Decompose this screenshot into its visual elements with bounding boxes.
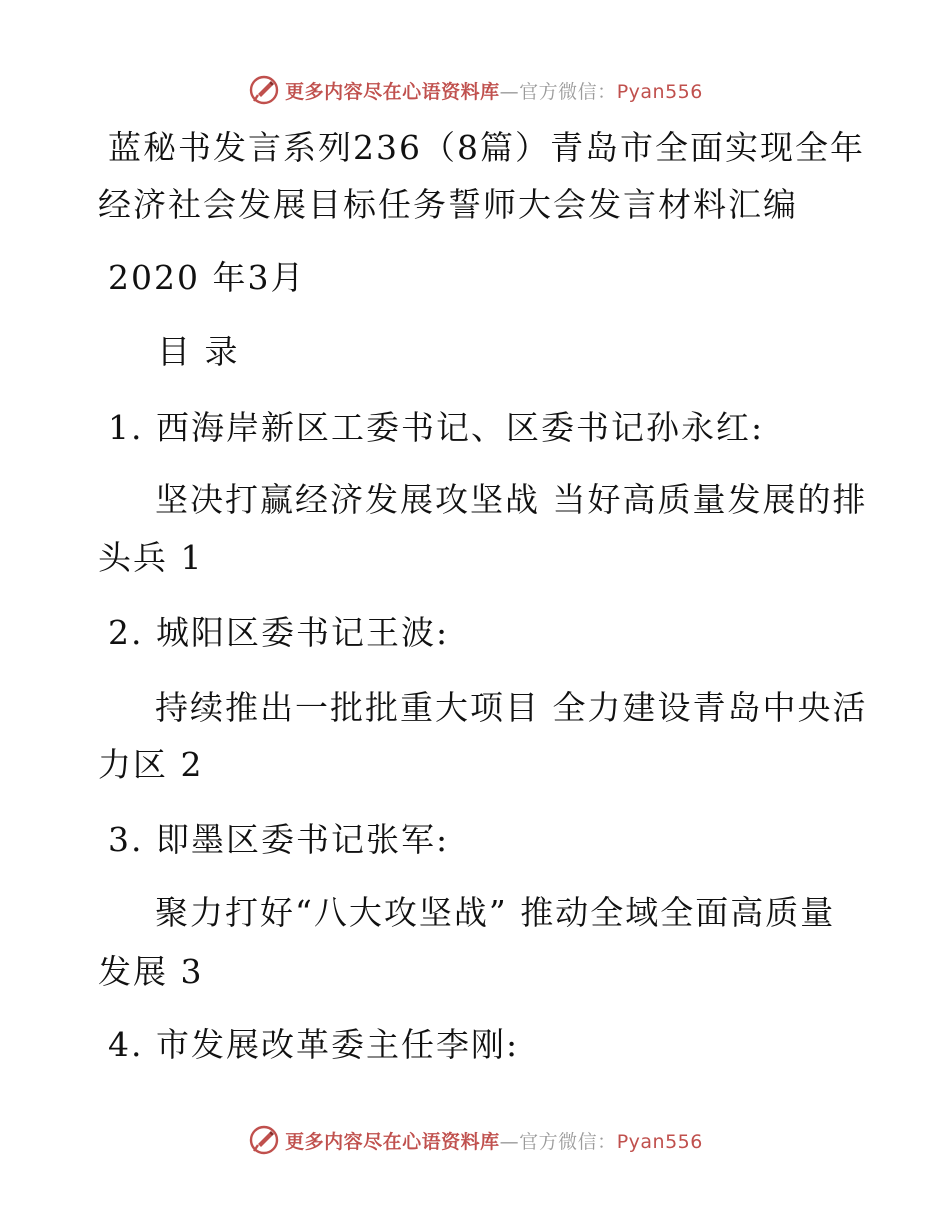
document-title-line-1: 蓝秘书发言系列236（8篇）青岛市全面实现全年 <box>108 128 865 167</box>
watermark-label: 官方微信： <box>519 1130 617 1153</box>
watermark-content <box>247 73 703 107</box>
watermark-wechat-id: Pyan556 <box>616 80 703 103</box>
watermark-content <box>247 1123 703 1157</box>
watermark-wechat-id: Pyan556 <box>616 1130 703 1153</box>
toc-entry-3-title-line-1: 聚力打好“八大攻坚战” 推动全域全面高质量 <box>155 893 836 932</box>
toc-heading: 目 录 <box>157 332 240 371</box>
watermark-banner-bottom <box>0 1120 950 1160</box>
toc-entry-3-speaker: 3. 即墨区委书记张军: <box>108 820 450 859</box>
document-date: 2020 年3月 <box>108 258 306 297</box>
watermark-main-text: 更多内容尽在心语资料库 <box>285 80 500 103</box>
watermark-dash: — <box>499 1130 520 1153</box>
toc-entry-1-title-line-1: 坚决打赢经济发展攻坚战 当好高质量发展的排 <box>155 480 868 519</box>
toc-entry-2-title-line-2: 力区 2 <box>98 745 204 784</box>
chat-bubble-pen-icon <box>247 1123 281 1157</box>
toc-entry-3-title-line-2: 发展 3 <box>98 952 204 991</box>
toc-entry-1-title-line-2: 头兵 1 <box>98 538 204 577</box>
watermark-label: 官方微信： <box>519 80 617 103</box>
toc-entry-4-speaker: 4. 市发展改革委主任李刚: <box>108 1025 520 1064</box>
watermark-banner-top <box>0 70 950 110</box>
toc-entry-1-speaker: 1. 西海岸新区工委书记、区委书记孙永红: <box>108 408 765 447</box>
watermark-dash: — <box>499 80 520 103</box>
toc-entry-2-speaker: 2. 城阳区委书记王波: <box>108 613 450 652</box>
chat-bubble-pen-icon <box>247 73 281 107</box>
toc-entry-2-title-line-1: 持续推出一批批重大项目 全力建设青岛中央活 <box>155 688 868 727</box>
document-title-line-2: 经济社会发展目标任务誓师大会发言材料汇编 <box>98 185 798 224</box>
watermark-main-text: 更多内容尽在心语资料库 <box>285 1130 500 1153</box>
